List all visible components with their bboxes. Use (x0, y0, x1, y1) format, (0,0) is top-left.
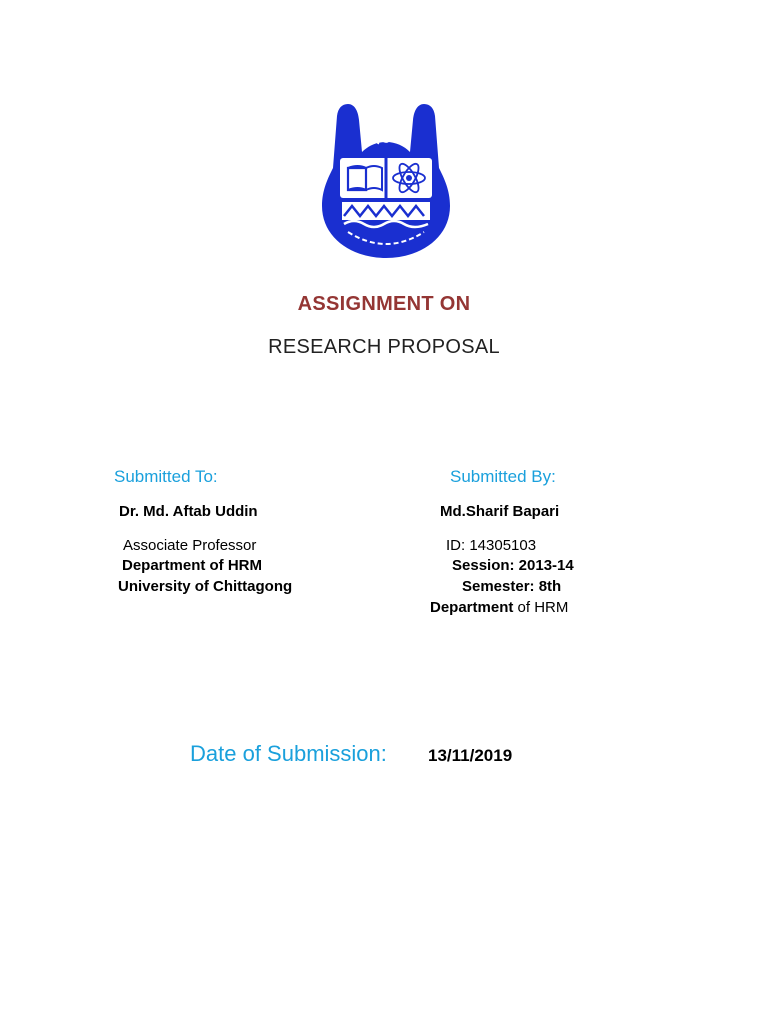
student-name: Md.Sharif Bapari (440, 503, 560, 520)
assignment-subtitle: RESEARCH PROPOSAL (268, 336, 500, 358)
student-semester: Semester: 8th (462, 578, 562, 595)
student-id: ID: 14305103 (446, 537, 537, 554)
submission-date-label: Date of Submission: (190, 741, 387, 766)
student-department-rest: of HRM (513, 599, 569, 616)
student-department-bold: Department (430, 599, 514, 616)
supervisor-university: University of Chittagong (118, 578, 293, 595)
submitted-to-heading: Submitted To: (114, 467, 218, 486)
submission-date-value: 13/11/2019 (428, 746, 513, 765)
assignment-title: ASSIGNMENT ON (297, 293, 471, 315)
university-emblem-logo (318, 98, 454, 258)
supervisor-department: Department of HRM (122, 557, 263, 574)
supervisor-designation: Associate Professor (123, 537, 257, 554)
submitted-by-heading: Submitted By: (450, 467, 556, 486)
supervisor-name: Dr. Md. Aftab Uddin (119, 503, 258, 520)
student-session: Session: 2013-14 (452, 557, 574, 574)
student-department (430, 599, 568, 616)
